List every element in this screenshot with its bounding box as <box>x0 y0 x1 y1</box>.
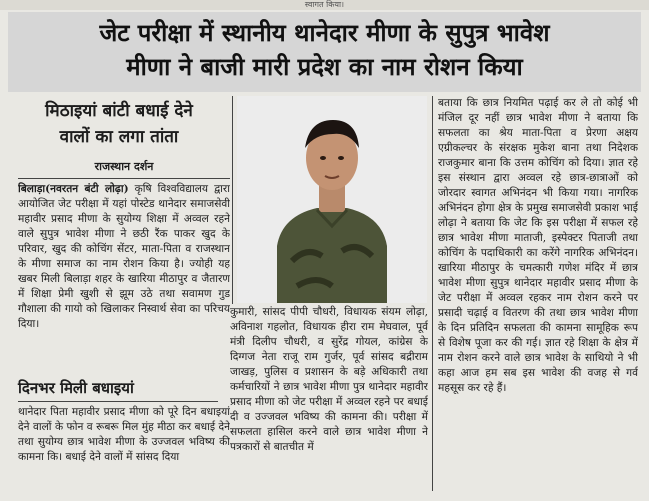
left-column-body: कृषि विश्वविद्यालय द्वारा आयोजित जेट परीक्षा में यहां पोस्टेड थानेदार समाजसेवी महावीर प्रसाद मीणा के सुयोग्य शिक्षा में अव्वल रहने वाले सुपुत्र भावेश मीणा ने छठी रैंक पाकर खुद के परिवार, खुद की कोचिंग सेंटर, माता-पिता व राजस्थान के मीणा समाज का नाम रोशन किया है। ज्योही यह खबर मिली बिलाड़ा शहर के खारिया मीठापुर व जैतारण में शिक्षा प्रेमी खुशी से झूम उठे तथा सवामण गुड गौशाला की गायो को खिलाकर निस्वार्थ सेवा का परिचय दिया। <box>18 183 230 330</box>
middle-column-text <box>230 305 428 495</box>
sub-headline-line-1: मिठाइयां बांटी बधाई देने <box>45 101 193 121</box>
section-heading: दिनभर मिली बधाइयां <box>18 379 134 397</box>
student-portrait-illustration <box>237 96 427 303</box>
sub-headline-line-2: वालों का लगा तांता <box>59 127 179 147</box>
column-divider-left <box>232 96 233 304</box>
byline: राजस्थान दर्शन <box>94 160 154 173</box>
student-photo <box>237 96 427 303</box>
main-headline <box>8 12 641 92</box>
left-lower-text <box>18 405 230 495</box>
headline-line-1: जेट परीक्षा में स्थानीय थानेदार मीणा के सुपुत्र भावेश <box>99 19 550 47</box>
left-column-text <box>18 182 230 377</box>
column-divider-right <box>432 96 433 491</box>
middle-column-body: कुमारी, सांसद पीपी चौधरी, विधायक संयम लोढ़ा, अविनाश गहलोत, विधायक हीरा राम मेघवाल, पूर्व मंत्री दिलीप चौधरी, व सुरेंद्र गोयल, कांग्रेस के दिग्गज नेता राजू राम गुर्जर, पूर्व सांसद बद्रीराम जाखड़, पुलिस व प्रशासन के बड़े अधिकारी तथा कर्मचारियों ने छात्र भावेश मीणा पुत्र थानेदार महावीर प्रसाद मीणा को जेट परीक्षा में अव्वल रहने पर बधाई दी व उज्जवल भविष्य की कामना की। परीक्षा में सफलता हासिल करने वाले छात्र भावेश मीणा ने पत्रकारों से बातचीत में <box>230 306 428 453</box>
right-column-text <box>438 96 638 495</box>
right-column-body: बताया कि छात्र नियमित पढ़ाई कर ले तो कोई भी मंजिल दूर नहीं छात्र भावेश मीणा ने बताया कि सफलता का श्रेय माता-पिता व प्रेरणा अक्षय एग्रीकल्चर के संरक्षक मुकेश बाना तथा निदेशक राजकुमार बाना कि उत्तम कोचिंग को दिया। ज्ञात रहे इस संस्थान द्वारा अव्वल रहे छात्र-छात्राओं को जोरदार स्वागत अभिनंदन भी किया गया। नागरिक अभिनंदन होगा क्षेत्र के प्रमुख समाजसेवी प्रकाश भाई लोढ़ा ने बताया कि जेट कि इस परीक्षा में सफल रहे छात्र भावेश मीणा माताजी, इस्पेक्टर पिताजी तथा कोचिंग के पदाधिकारी का करेंगे नागरिक अभिनंदन। खारिया मीठापुर के चमत्कारी गणेश मंदिर में छात्र भावेश मीणा सुपुत्र थानेदार महावीर प्रसाद मीणा के जेट परीक्षा में अव्वल रहकर नाम रोशन करने पर प्रसादी चढ़ाई व वितरण की तथा छात्र भावेश मीणा के दिन प्रतिदिन सफलता की कामना सामूहिक रूप से विशेष पूजा कर की गई। ज्ञात रहे शिक्षा के क्षेत्र में नाम रोशन करने वाले छात्र भावेश के साथियो ने भी कहा आज हम सब इस भावेश की वजह से गर्व महसूस कर रहे हैं। <box>438 97 638 394</box>
sub-headline <box>10 98 228 150</box>
previous-article-strip: स्वागत किया। <box>0 0 649 10</box>
divider-below-byline <box>18 178 230 179</box>
left-lower-body: थानेदार पिता महावीर प्रसाद मीणा को पूरे दिन बधाइयां देने वालों के फोन व रूबरू मिल मुंह मीठा कर बधाई देने तथा सुयोग्य छात्र भावेश मीणा के उज्जवल भविष्य की कामना कि। बधाई देने वालों में सांसद दिया <box>18 406 230 463</box>
section-rule <box>18 401 218 402</box>
headline-line-2: मीणा ने बाजी मारी प्रदेश का नाम रोशन किया <box>126 53 523 81</box>
dateline: बिलाड़ा(नवरतन बंटी लोढ़ा) <box>18 183 129 195</box>
